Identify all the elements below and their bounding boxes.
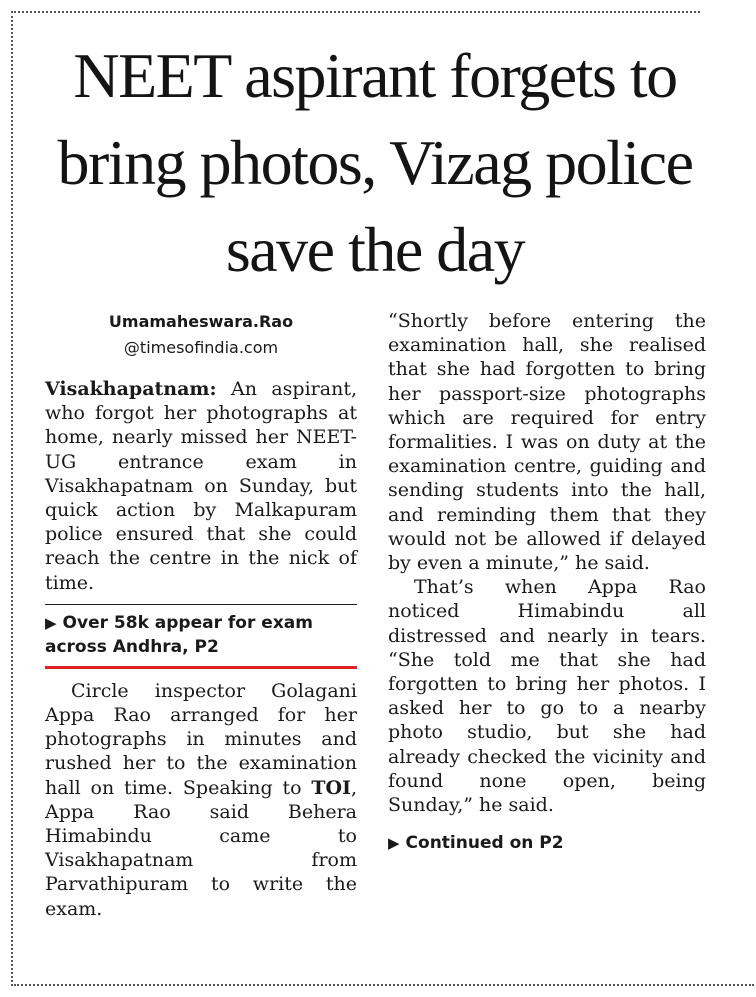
body-text: , Appa Rao said Behera Himabindu came to Visakhapatnam from Parvathipuram to write the exam. (45, 776, 357, 920)
byline-handle: @timesofindia.com (123, 338, 279, 357)
article-column-left (45, 309, 357, 921)
body-paragraph: That’s when Appa Rao noticed Himabindu all distressed and nearly in tears. “She told me that she had forgotten to bring her photos. I asked her to go to a nearby photo studio, but she had already checked the vicinity and found none open, being Sunday,” he said. (388, 576, 706, 817)
play-arrow-icon: ▶ (45, 613, 57, 632)
body-paragraph (45, 679, 357, 921)
byline-name: Umamaheswara.Rao (108, 312, 294, 331)
teaser-text: Over 58k appear for exam across Andhra, P2 (45, 612, 313, 657)
lead-paragraph (45, 377, 357, 595)
lead-text: An aspirant, who forgot her photographs at home, nearly missed her NEET-UG entrance exam in Visakhapatnam on Sunday, but quick action by Malkapuram police ensured that she could reach the centre in the nick of time. (45, 378, 357, 594)
quote-paragraph: “Shortly before entering the examination hall, she realised that she had forgotten to bring her passport-size photographs which are required for entry formalities. I was on duty at the examination centre, guiding and sending students into the hall, and reminding them that they would not be allowed if delayed by even a minute,” he said. (388, 310, 706, 575)
play-arrow-icon: ▶ (388, 834, 400, 853)
related-story-teaser[interactable] (45, 604, 357, 669)
article-column-right (388, 309, 706, 855)
dotted-border-bottom (14, 984, 754, 986)
headline: NEET aspirant forgets to bring photos, Vizag police save the day (57, 40, 693, 285)
dotted-border-left (11, 11, 13, 986)
continued-text: Continued on P2 (405, 833, 564, 854)
dotted-border-top (14, 11, 700, 13)
body-text: Circle inspector Golagani Appa Rao arranged for her photographs in minutes and rushed her to the examination hall on time. Speaking to (45, 679, 357, 799)
dateline: Visakhapatnam: (45, 378, 217, 400)
publication-name: TOI (311, 776, 351, 799)
continued-link[interactable] (388, 831, 706, 855)
